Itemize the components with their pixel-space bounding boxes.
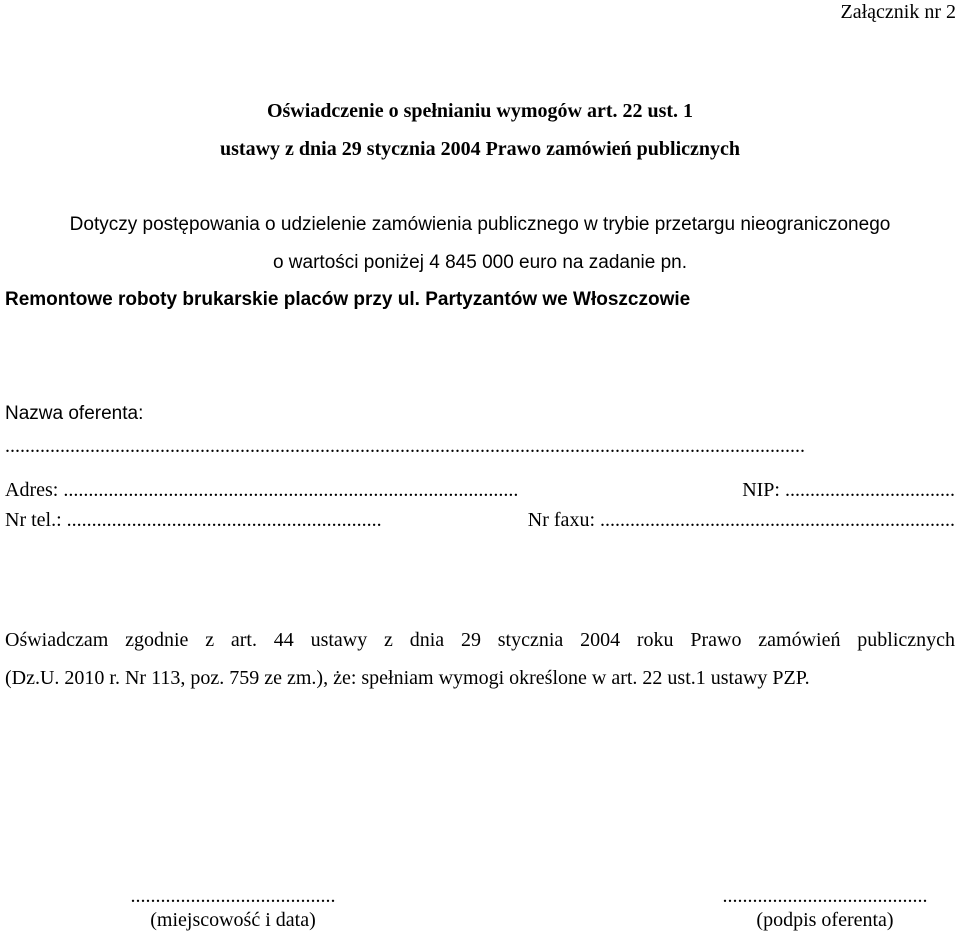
bidder-signature-dots: ......................................... xyxy=(722,885,928,907)
document-title-line-1: Oświadczenie o spełnianiu wymogów art. 22 ust. 1 xyxy=(266,100,694,122)
place-date-caption: (miejscowość i data) xyxy=(150,909,316,931)
phone-field: Nr tel.: ............................................................... xyxy=(5,509,382,531)
subject-line-1: Dotyczy postępowania o udzielenie zamówienia publicznego w trybie przetargu nieograniczonego xyxy=(69,214,891,235)
name-label: Nazwa oferenta: xyxy=(5,403,144,424)
place-date-signature-block xyxy=(108,884,358,932)
declaration-line-2: (Dz.U. 2010 r. Nr 113, poz. 759 ze zm.), że: spełniam wymogi określone w art. 22 ust.1 ustawy PZP. xyxy=(5,667,810,689)
name-field-dots: ................................................................................................................................................................ xyxy=(5,435,805,457)
fax-field: Nr faxu: ....................................................................... xyxy=(527,509,955,531)
place-date-dots: ......................................... xyxy=(130,885,336,907)
declaration-line-1: Oświadczam zgodnie z art. 44 ustawy z dnia 29 stycznia 2004 roku Prawo zamówień publicznych xyxy=(5,629,955,651)
bidder-signature-block xyxy=(700,884,950,932)
document-title-line-2: ustawy z dnia 29 stycznia 2004 Prawo zamówień publicznych xyxy=(220,138,740,160)
bidder-signature-caption: (podpis oferenta) xyxy=(756,909,894,931)
phone-fax-row xyxy=(5,508,955,532)
annex-label: Załącznik nr 2 xyxy=(840,1,956,23)
nip-field: NIP: .................................. xyxy=(742,479,955,501)
address-nip-row xyxy=(5,478,955,502)
project-name: Remontowe roboty brukarskie placów przy ul. Partyzantów we Włoszczowie xyxy=(5,289,691,310)
address-field: Adres: ........................................................................................... xyxy=(5,479,519,501)
subject-line-2: o wartości poniżej 4 845 000 euro na zadanie pn. xyxy=(272,252,688,273)
